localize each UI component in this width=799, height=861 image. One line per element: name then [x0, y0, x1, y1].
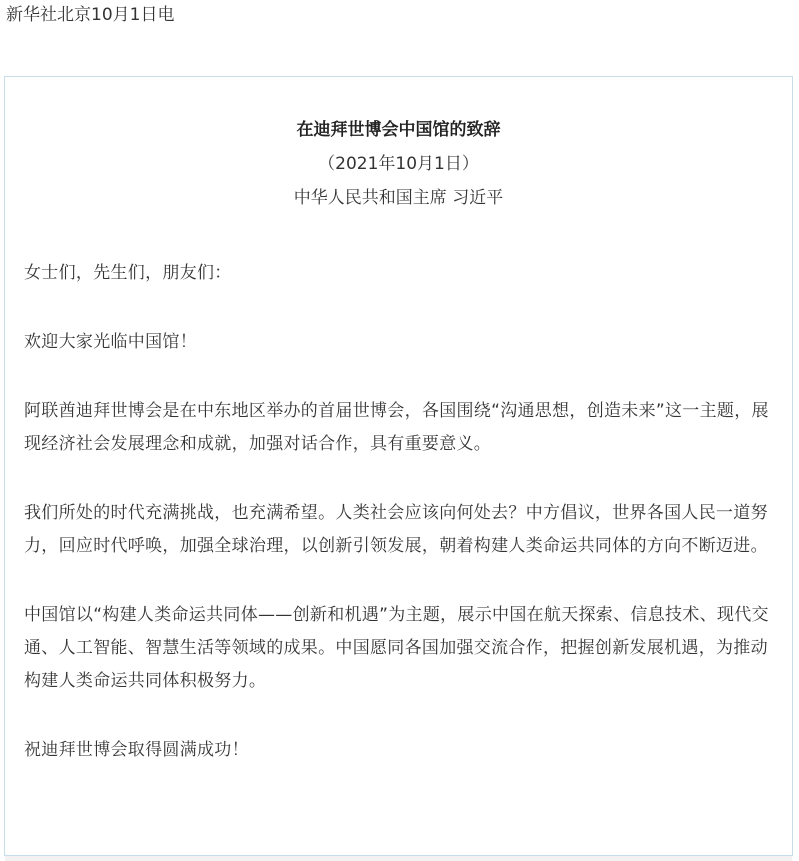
- paragraph-welcome: 欢迎大家光临中国馆！: [24, 332, 197, 352]
- statement-author: 中华人民共和国主席 习近平: [293, 188, 504, 208]
- statement-title: 在迪拜世博会中国馆的致辞: [296, 120, 501, 140]
- statement-date: （2021年10月1日）: [318, 154, 479, 174]
- paragraph-closing: 祝迪拜世博会取得圆满成功！: [24, 740, 249, 760]
- paragraph-salutation: 女士们，先生们，朋友们：: [24, 263, 232, 283]
- paragraph-pavilion: 中国馆以“构建人类命运共同体——创新和机遇”为主题，展示中国在航天探索、信息技术、现代交通、人工智能、智慧生活等领域的成果。中国愿同各国加强交流合作，把握创新发展机遇，为推动构建人类命运共同体积极努力。: [24, 605, 769, 691]
- statement-header: [5, 119, 792, 209]
- statement-body: [24, 257, 782, 803]
- paragraph-era: 我们所处的时代充满挑战，也充满希望。人类社会应该向何处去？中方倡议，世界各国人民一道努力，回应时代呼唤，加强全球治理，以创新引领发展，朝着构建人类命运共同体的方向不断迈进。: [24, 503, 768, 556]
- paragraph-expo: 阿联酋迪拜世博会是在中东地区举办的首届世博会，各国围绕“沟通思想，创造未来”这一主题，展现经济社会发展理念和成就，加强对话合作，具有重要意义。: [24, 401, 769, 454]
- statement-box: [4, 76, 793, 856]
- dateline: 新华社北京10月1日电: [6, 5, 175, 25]
